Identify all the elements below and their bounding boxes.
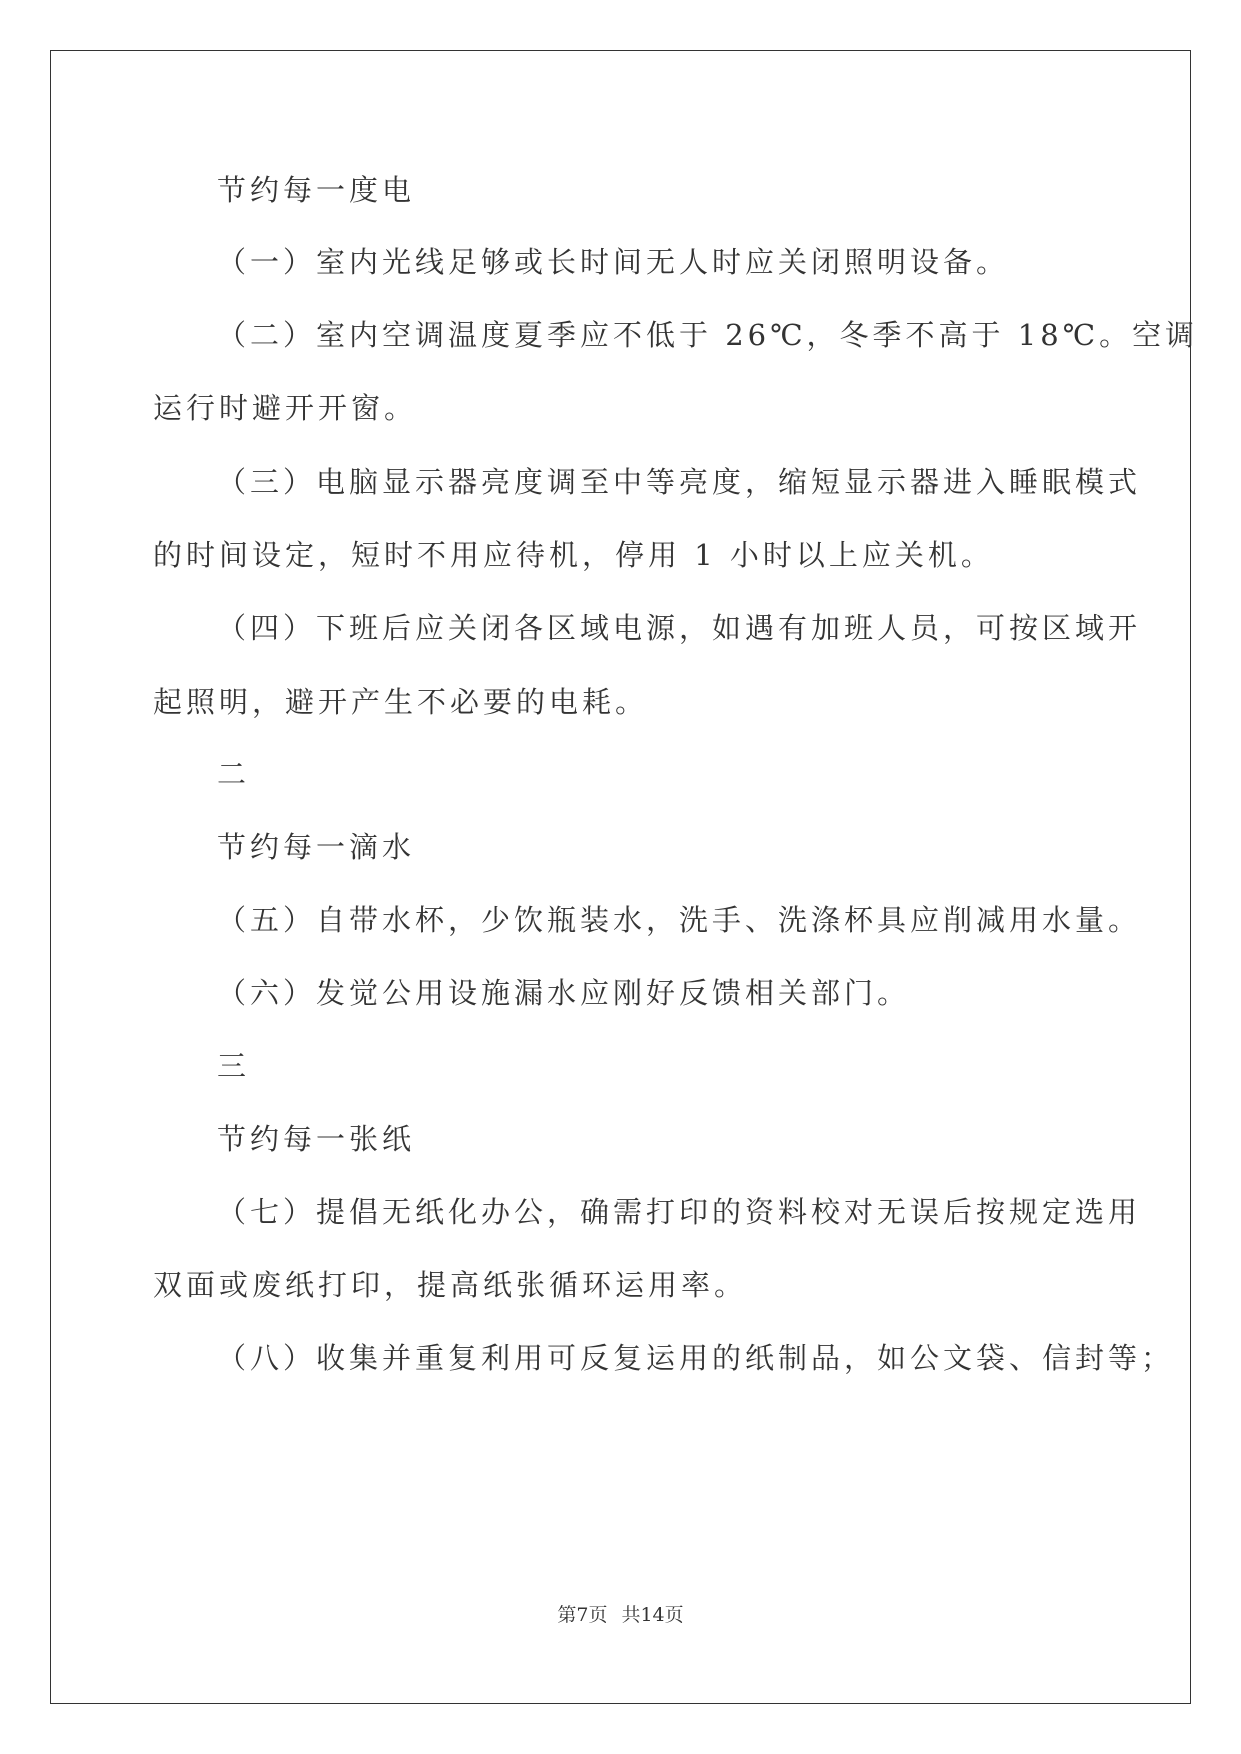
paragraph-item-7-line-2: 双面或废纸打印，提高纸张循环运用率。 [153,1268,748,1302]
section-heading-paper: 节约每一张纸 [217,1122,416,1156]
page-number-total: 共14页 [621,1604,684,1626]
paragraph-item-1: （一）室内光线足够或长时间无人时应关闭照明设备。 [217,245,1010,279]
paragraph-item-7-line-1: （七）提倡无纸化办公，确需打印的资料校对无误后按规定选用 [217,1195,1142,1229]
page-footer [0,1603,1241,1627]
paragraph-item-4-line-1: （四）下班后应关闭各区域电源，如遇有加班人员，可按区域开 [217,611,1142,645]
section-number-two: 二 [217,757,251,791]
section-heading-water: 节约每一滴水 [217,830,416,864]
paragraph-item-2-line-2: 运行时避开开窗。 [153,391,418,425]
paragraph-item-6: （六）发觉公用设施漏水应刚好反馈相关部门。 [217,976,911,1010]
paragraph-item-3-line-1: （三）电脑显示器亮度调至中等亮度，缩短显示器进入睡眠模式 [217,465,1142,499]
page-border [50,50,1199,1704]
page-number-current: 第7页 [557,1604,608,1626]
paragraph-item-8: （八）收集并重复利用可反复运用的纸制品，如公文袋、信封等； [217,1341,1175,1375]
section-heading-electricity: 节约每一度电 [217,173,416,207]
paragraph-item-3-line-2: 的时间设定，短时不用应待机，停用 1 小时以上应关机。 [153,538,994,572]
paragraph-item-2-line-1: （二）室内空调温度夏季应不低于 26℃，冬季不高于 18℃。空调 [217,318,1199,352]
paragraph-item-5: （五）自带水杯，少饮瓶装水，洗手、洗涤杯具应削减用水量。 [217,903,1142,937]
section-number-three: 三 [217,1049,251,1083]
paragraph-item-4-line-2: 起照明，避开产生不必要的电耗。 [153,685,649,719]
